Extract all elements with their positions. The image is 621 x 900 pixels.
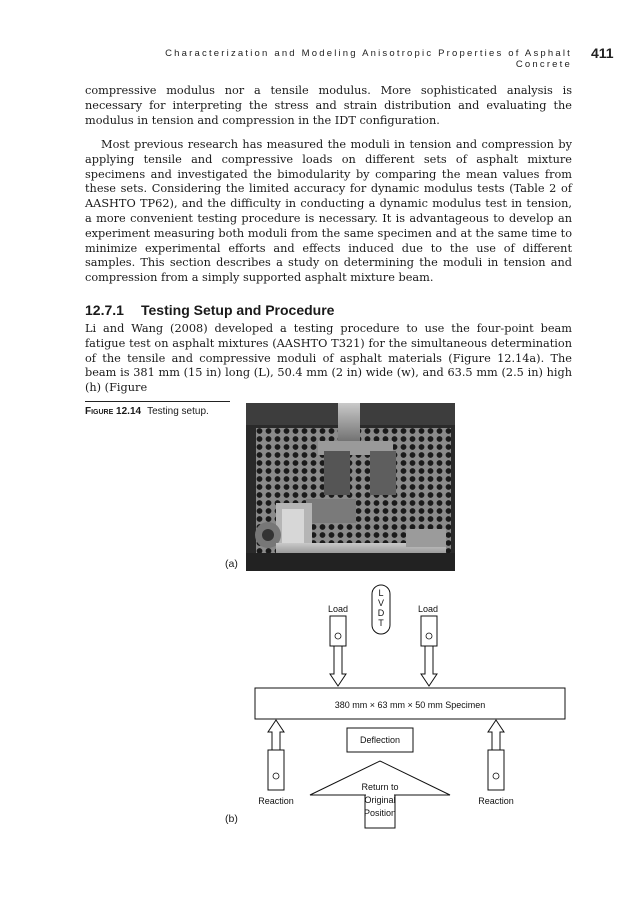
lvdt-letter-4: T bbox=[378, 618, 384, 628]
reaction-clamp-left bbox=[268, 720, 284, 790]
caption-rule bbox=[85, 401, 230, 402]
testing-setup-diagram bbox=[250, 580, 580, 830]
return-label-line-2: Original bbox=[364, 795, 396, 805]
section-heading bbox=[85, 302, 572, 318]
paragraph-3: Li and Wang (2008) developed a testing procedure to use the four-point beam fatigue test on asphalt mixtures (AASHTO T321) for the simultaneous determination of the tensile and compressive moduli of asphalt materials (Figure 12.14a). The beam is 381 mm (15 in) long (L), 50.4 mm (2 in) wide (w), and 63.5 mm (2.5 in) high (h) (Figure bbox=[85, 322, 572, 395]
figure-caption bbox=[85, 405, 215, 418]
lvdt-letter-3: D bbox=[377, 608, 385, 618]
load-label-left: Load bbox=[328, 604, 349, 614]
section-number: 12.7.1 bbox=[85, 302, 124, 318]
paragraph-2: Most previous research has measured the moduli in tension and compression by applying tensile and compressive loads on different sets of asphalt mixture specimens and investigated the bimodularity by comparing the mean values from these sets. Considering the limited accuracy for dynamic modulus tests (Table 2 of AASHTO TP62), and the difficulty in conducting a dynamic modulus test in tension, a more convenient testing procedure is necessary. It is advantageous to develop an experiment measuring both moduli from the same specimen and at the same time to minimize experimental efforts and effects induced due to the use of different samples. This section describes a study on determining the moduli in tension and compression from a simply supported asphalt mixture beam. bbox=[85, 138, 572, 285]
page-number: 411 bbox=[591, 45, 614, 61]
load-clamp-right bbox=[421, 616, 437, 686]
reaction-label-right: Reaction bbox=[478, 796, 514, 806]
lvdt-letter-2: V bbox=[377, 598, 385, 608]
subfigure-label-a: (a) bbox=[225, 558, 238, 570]
testing-setup-photo bbox=[246, 403, 455, 571]
lvdt-letter-1: L bbox=[378, 588, 384, 598]
running-head: Characterization and Modeling Anisotropic Properties of Asphalt Concrete bbox=[165, 48, 572, 70]
section-title: Testing Setup and Procedure bbox=[141, 302, 335, 318]
load-clamp-left bbox=[330, 616, 346, 686]
figure-caption-text: Testing setup. bbox=[147, 406, 209, 417]
figure-label: Figure 12.14 bbox=[85, 406, 142, 417]
reaction-label-left: Reaction bbox=[258, 796, 294, 806]
load-label-right: Load bbox=[418, 604, 439, 614]
return-label-line-3: Position bbox=[363, 808, 397, 818]
paragraph-1: compressive modulus nor a tensile modulus. More sophisticated analysis is necessary for interpreting the stress and strain distribution and evaluating the modulus in tension and compression in the IDT configuration. bbox=[85, 84, 572, 127]
subfigure-label-b: (b) bbox=[225, 813, 238, 825]
photo-illustration bbox=[246, 403, 455, 571]
deflection-label: Deflection bbox=[359, 735, 401, 745]
return-label-line-1: Return to bbox=[361, 782, 399, 792]
reaction-clamp-right bbox=[488, 720, 504, 790]
specimen-label: 380 mm × 63 mm × 50 mm Specimen bbox=[334, 700, 486, 710]
